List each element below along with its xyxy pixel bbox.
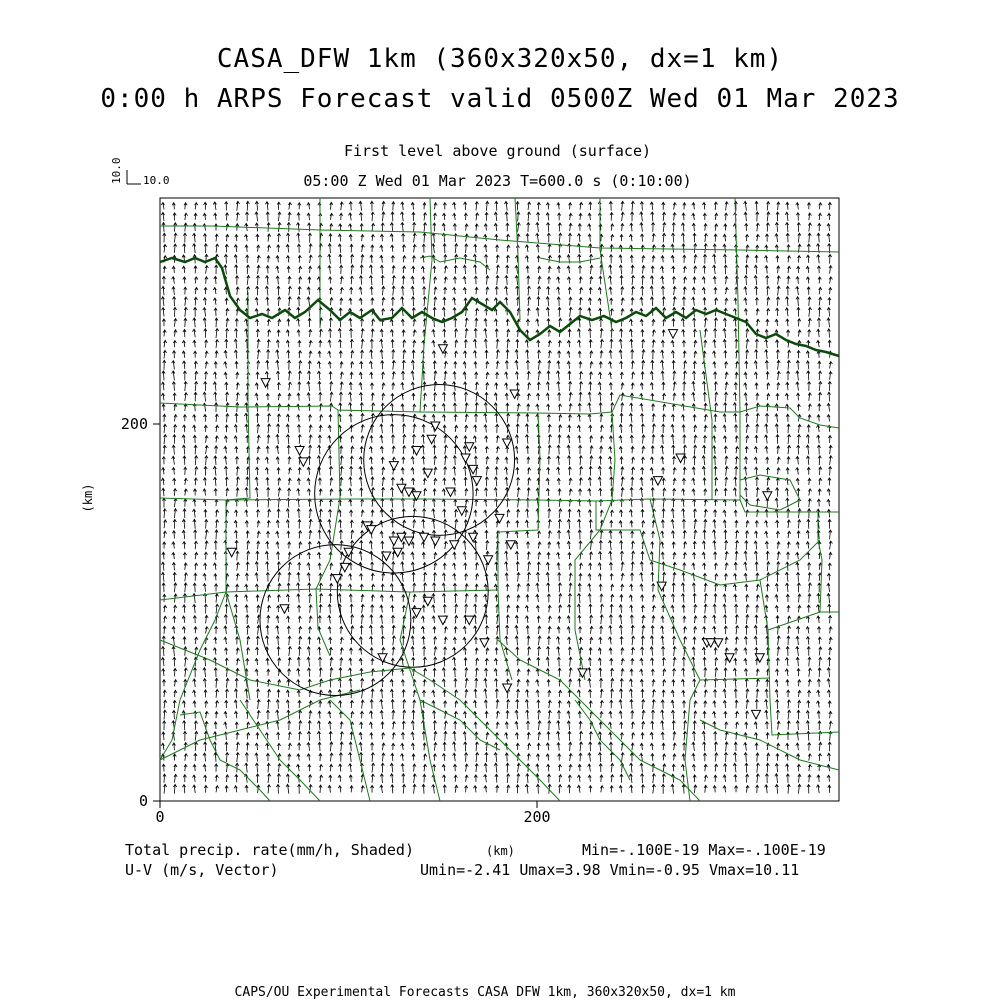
station-marker (382, 552, 391, 561)
plot-title-line2: 0:00 h ARPS Forecast valid 0500Z Wed 01 Mar 2023 (100, 84, 900, 114)
station-marker (480, 639, 489, 648)
station-marker (503, 439, 512, 448)
reference-vector (110, 158, 170, 188)
radar-ring-1 (364, 384, 515, 535)
station-marker (446, 488, 455, 497)
ref-vector-vertical-label: 10.0 (110, 157, 123, 184)
axis-ticks (153, 424, 537, 808)
station-marker (427, 435, 436, 444)
min-max-readout: Min=-.100E-19 Max=-.100E-19 (582, 841, 826, 859)
wind-vectors (161, 201, 832, 793)
station-marker (438, 616, 447, 625)
station-marker (495, 514, 504, 523)
station-marker (752, 710, 761, 719)
station-marker (431, 537, 440, 546)
station-marker (457, 507, 466, 516)
station-marker (261, 379, 270, 388)
uv-label: U-V (m/s, Vector) (125, 861, 279, 879)
station-marker (578, 669, 587, 678)
station-marker (653, 477, 662, 486)
level-label: First level above ground (surface) (343, 142, 652, 160)
station-marker (461, 454, 470, 463)
station-marker (389, 537, 398, 546)
station-marker (465, 616, 474, 625)
station-marker (404, 537, 413, 546)
y-tick-0: 0 (138, 792, 148, 810)
valid-time-label: 05:00 Z Wed 01 Mar 2023 T=600.0 s (0:10:00) (303, 172, 692, 190)
station-marker (669, 330, 678, 339)
station-marker (506, 541, 515, 550)
uv-stats-readout: Umin=-2.41 Umax=3.98 Vmin=-0.95 Vmax=10.11 (420, 861, 800, 879)
ref-vector-horizontal-label: 10.0 (143, 174, 170, 187)
precip-label: Total precip. rate(mm/h, Shaded) (125, 841, 414, 859)
x-tick-200: 200 (523, 808, 551, 826)
station-marker (472, 477, 481, 486)
station-marker (423, 469, 432, 478)
y-axis-unit: (km) (81, 483, 95, 513)
station-marker (389, 462, 398, 471)
station-marker (299, 458, 308, 467)
station-marker (763, 492, 772, 501)
y-tick-200: 200 (120, 415, 148, 433)
plot-title-line1: CASA_DFW 1km (360x320x50, dx=1 km) (216, 44, 784, 74)
station-marker (423, 597, 432, 606)
x-axis-unit: (km) (486, 844, 515, 858)
station-marker (465, 443, 474, 452)
footer-credit: CAPS/OU Experimental Forecasts CASA DFW 1km, 360x320x50, dx=1 km (234, 985, 736, 1000)
radar-ring-4 (260, 545, 411, 696)
station-marker (378, 654, 387, 663)
station-marker (469, 533, 478, 542)
station-marker (227, 548, 236, 557)
station-marker (484, 556, 493, 565)
station-marker (412, 609, 421, 618)
station-marker (420, 533, 429, 542)
wind-vector-field (161, 201, 832, 793)
x-tick-0: 0 (155, 808, 165, 826)
station-marker (280, 605, 289, 614)
station-marker (295, 447, 304, 456)
